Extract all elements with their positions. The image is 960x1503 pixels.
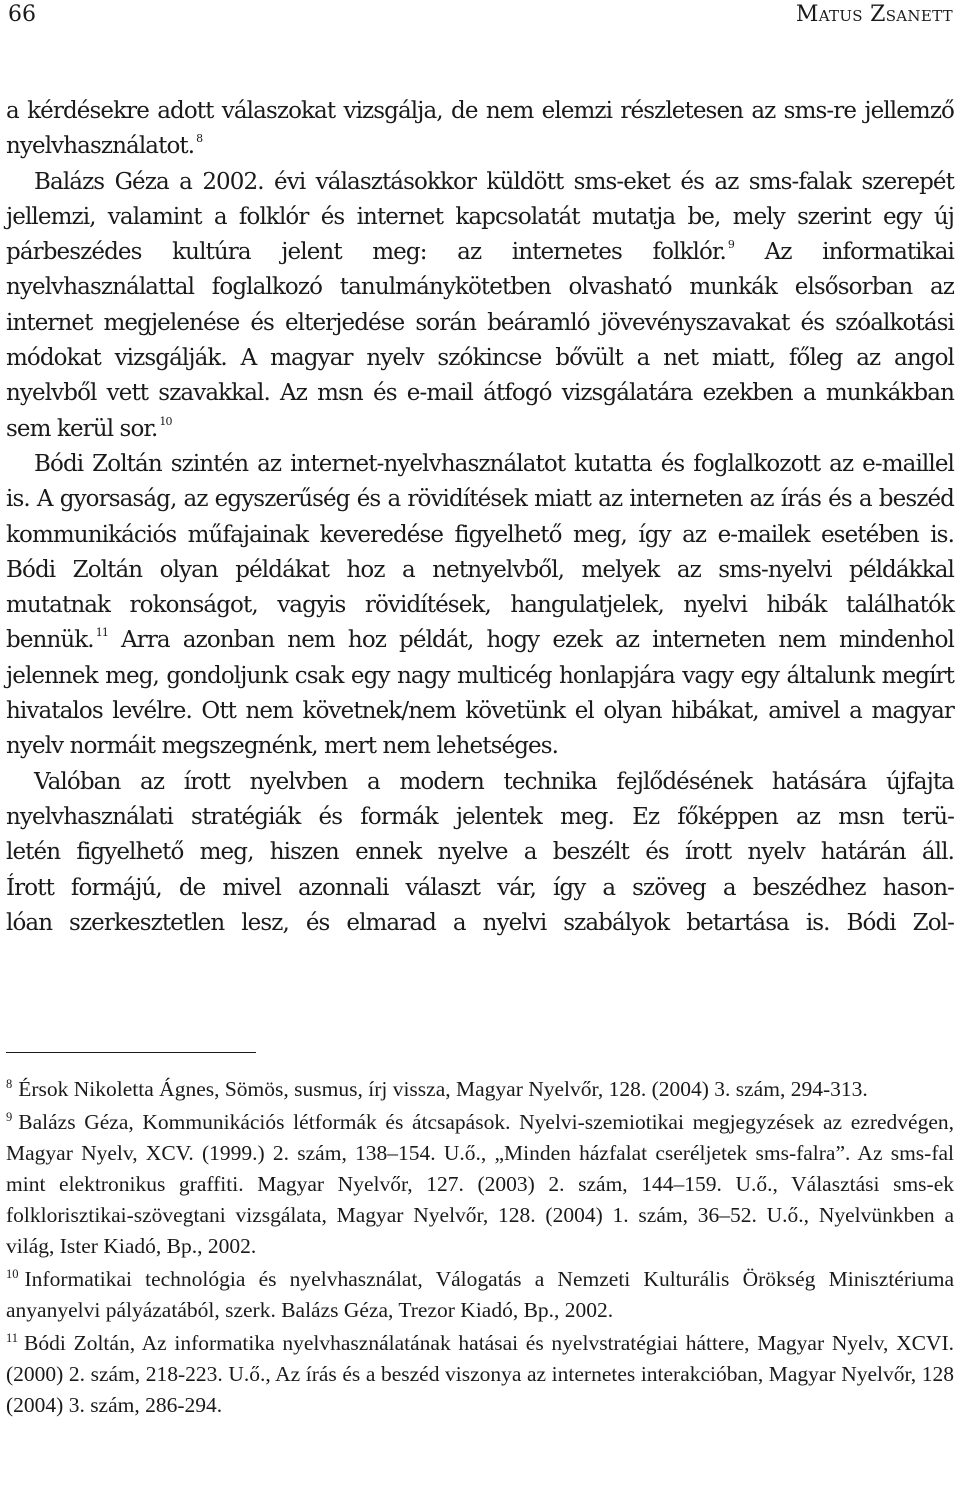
text-line: letén figyelhető meg, hiszen ennek nyelve a beszélt és írott nyelv határán áll.	[6, 839, 954, 866]
running-head-author: Matus Zsanett	[795, 2, 953, 27]
page-header	[8, 2, 953, 38]
footnote-9	[6, 1107, 954, 1262]
paragraph-text: Balázs Géza a 2002. évi választásokkor küldött sms-eket és az sms-falak szerepét jellemzi, valamint a folklór és internet kapcsolatát mutatja be, mely szerint egy új párbeszédes kultúra jelent meg: az internetes folklór.	[6, 168, 954, 266]
paragraph-text: Arra azonban nem hoz példát, hogy ezek az interneten nem mindenhol jelennek meg, gondoljunk csak egy nagy multicég honlapjára vagy egy általunk megírt hivatalos levélre. Ott nem követnek/nem követünk el olyan hibákat, amivel a magyar nyelv normáit megszegnénk, mert nem lehetséges.	[6, 627, 954, 760]
main-text	[6, 94, 954, 941]
footnote-10	[6, 1264, 954, 1326]
paragraph-1	[6, 94, 954, 165]
paragraph-4	[6, 765, 954, 941]
paragraph-2	[6, 165, 954, 447]
footnotes	[6, 1074, 954, 1423]
paragraph-text: Az informatikai nyelvhasználattal foglalkozó tanulmánykötetben olvasható munkák elsősorban az internet megjelenése és elterjedése során beáramló jövevényszavakat és szóalkotási módokat vizsgálják. A magyar nyelv szókincse bővült a net miatt, főleg az angol nyelvből vett szavakkal. Az msn és e-mail átfogó vizsgálatára ezekben a munkákban sem kerül sor.	[6, 239, 954, 442]
footnote-ref-8[interactable]: 8	[196, 132, 203, 146]
footnote-number: 11	[6, 1331, 19, 1345]
footnote-ref-9[interactable]: 9	[727, 238, 735, 252]
text-line: lóan szerkesztetlen lesz, és elmarad a nyelvi szabályok betartása is. Bódi Zol-	[6, 909, 954, 936]
footnote-number: 8	[6, 1077, 13, 1091]
text-line: Valóban az írott nyelvben a modern technika fejlődésének hatására újfajta	[34, 768, 954, 795]
footnote-number: 9	[6, 1110, 13, 1124]
footnote-8	[6, 1074, 954, 1105]
footnote-ref-10[interactable]: 10	[159, 414, 172, 428]
paragraph-3	[6, 447, 954, 765]
footnote-ref-11[interactable]: 11	[95, 626, 108, 640]
footnote-text: Balázs Géza, Kommunikációs létformák és átcsapások. Nyelvi-szemiotikai megjegyzések az ezredvégen, Magyar Nyelv, XCV. (1999.) 2. szám, 138–154. U.ő., „Minden házfalat cseréljetek sms-falra”. Az sms-fal mint elektronikus graffiti. Magyar Nyelvőr, 127. (2003) 2. szám, 144–159. U.ő., Választási sms-ek folklorisztikai-szövegtani vizsgálata, Magyar Nyelvőr, 128. (2004) 1. szám, 36–52. U.ő., Nyelvünkben a világ, Ister Kiadó, Bp., 2002.	[6, 1110, 954, 1258]
footnote-11	[6, 1328, 954, 1421]
paragraph-text: Bódi Zoltán szintén az internet-nyelvhasználatot kutatta és foglalkozott az e-maillel is. A gyorsaság, az egyszerűség és a rövidítések miatt az interneten az írás és a beszéd kommunikációs műfajainak keveredése figyelhető meg, így az e-mailek esetében is. Bódi Zoltán olyan példákat hoz a netnyelvből, melyek az sms-nyelvi példákkal mutatnak rokonságot, vagyis rövidítések, hangulatjelek, nyelvi hibák találhatók bennük.	[6, 450, 954, 654]
paragraph-text: a kérdésekre adott válaszokat vizsgálja, de nem elemzi részletesen az sms-re jellemző nyelvhasználatot.	[6, 98, 954, 160]
text-line: nyelvhasználati stratégiák és formák jelentek meg. Ez főképpen az msn terü-	[6, 803, 954, 830]
footnote-number: 10	[6, 1267, 19, 1281]
footnote-text: Bódi Zoltán, Az informatika nyelvhasználatának hatásai és nyelvstratégiai háttere, Magyar Nyelv, XCVI. (2000) 2. szám, 218-223. U.ő., Az írás és a beszéd viszonya az internetes interakcióban, Magyar Nyelvőr, 128 (2004) 3. szám, 286-294.	[6, 1331, 954, 1417]
footnote-text: Informatikai technológia és nyelvhasználat, Válogatás a Nemzeti Kulturális Örökség Minisztériuma anyanyelvi pályázatából, szerk. Balázs Géza, Trezor Kiadó, Bp., 2002.	[6, 1267, 954, 1322]
text-line: Írott formájú, de mivel azonnali választ vár, így a szöveg a beszédhez hason-	[6, 874, 954, 901]
page-number: 66	[8, 2, 36, 27]
footnote-separator	[6, 1052, 256, 1053]
footnote-text: Érsok Nikoletta Ágnes, Sömös, susmus, írj vissza, Magyar Nyelvőr, 128. (2004) 3. szám, 294-313.	[18, 1077, 868, 1101]
